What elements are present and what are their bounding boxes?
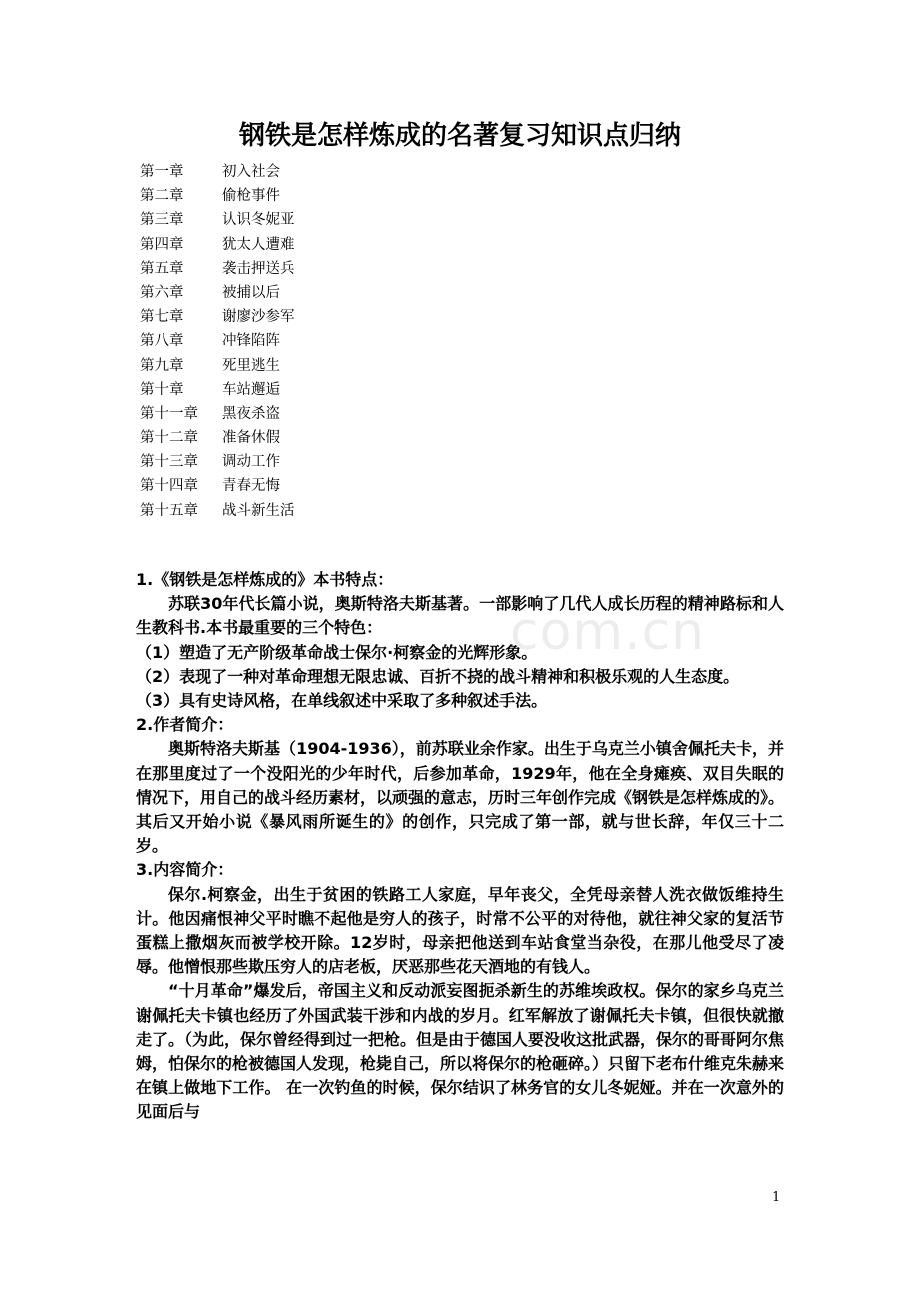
chapter-number: 第十四章 [140, 478, 198, 495]
chapter-name: 谢廖沙参军 [222, 309, 295, 326]
body-paragraph: “十月革命”爆发后，帝国主义和反动派妄图扼杀新生的苏维埃政权。保尔的家乡乌克兰谢佩托夫卡镇也经历了外国武装干涉和内战的岁月。红军解放了谢佩托夫卡镇，但很快就撤走了。（为此，保尔曾经得到过一把枪。但是由于德国人要没收这批武器，保尔的哥哥阿尔焦姆，怕保尔的枪被德国人发现，枪毙自己，所以将保尔的枪砸碎。）只留下老布什维克朱赫来在镇上做地下工作。 在一次钓鱼的时候，保尔结识了林务官的女儿冬妮娅。并在一次意外的见面后与 [136, 981, 785, 1122]
chapter-item [140, 426, 295, 450]
chapter-number: 第五章 [140, 260, 184, 277]
chapter-name: 被捕以后 [222, 284, 280, 301]
chapter-list [140, 160, 295, 523]
chapter-number: 第十一章 [140, 405, 198, 422]
chapter-item [140, 474, 295, 498]
chapter-number: 第十三章 [140, 454, 198, 471]
chapter-name: 死里逃生 [222, 357, 280, 374]
chapter-item [140, 184, 295, 208]
chapter-name: 调动工作 [222, 454, 280, 471]
chapter-item [140, 378, 295, 402]
chapter-item [140, 354, 295, 378]
chapter-item [140, 499, 295, 523]
chapter-number: 第八章 [140, 333, 184, 350]
chapter-name: 偷枪事件 [222, 188, 280, 205]
body-paragraph: 苏联30年代长篇小说，奥斯特洛夫斯基著。一部影响了几代人成长历程的精神路标和人生教科书.本书最重要的三个特色： [136, 594, 784, 638]
watermark-text: com.cn [510, 602, 706, 662]
chapter-name: 犹太人遭难 [222, 236, 295, 253]
body-paragraph: 奥斯特洛夫斯基（1904-1936），前苏联业余作家。出生于乌克兰小镇舍佩托夫卡，并在那里度过了一个没阳光的少年时代，后参加革命，1929年，他在全身瘫痪、双目失眠的情况下，用自己的战斗经历素材，以顽强的意志，历时三年创作完成《钢铁是怎样炼成的》。其后又开始小说《暴风雨所诞生的》的创作，只完成了第一部，就与世长辞，年仅三十二岁。 [136, 739, 785, 856]
chapter-number: 第九章 [140, 357, 184, 374]
section-heading: 1.《钢铁是怎样炼成的》本书特点： [136, 570, 394, 589]
chapter-name: 黑夜杀盗 [222, 405, 280, 422]
chapter-name: 战斗新生活 [222, 502, 295, 519]
document-body [136, 568, 784, 1125]
chapter-name: 初入社会 [222, 164, 280, 180]
chapter-number: 第六章 [140, 284, 184, 301]
chapter-number: 第十五章 [140, 502, 198, 519]
chapter-number: 第十二章 [140, 430, 198, 447]
chapter-item [140, 450, 295, 474]
chapter-item [140, 257, 295, 281]
feature-item: （3）具有史诗风格，在单线叙述中采取了多种叙述手法。 [136, 691, 548, 711]
chapter-item [140, 233, 295, 257]
chapter-number: 第四章 [140, 236, 184, 253]
chapter-name: 认识冬妮亚 [222, 212, 295, 229]
section-heading: 3.内容简介： [136, 860, 234, 880]
chapter-name: 冲锋陷阵 [222, 333, 280, 350]
chapter-item [140, 160, 295, 184]
chapter-name: 车站邂逅 [222, 381, 280, 398]
chapter-number: 第二章 [140, 188, 184, 205]
chapter-name: 袭击押送兵 [222, 260, 295, 277]
body-paragraph: 保尔.柯察金，出生于贫困的铁路工人家庭，早年丧父，全凭母亲替人洗衣做饭维持生计。他因痛恨神父平时瞧不起他是穷人的孩子，时常不公平的对待他，就往神父家的复活节蛋糕上撒烟灰而被学校开除。12岁时，母亲把他送到车站食堂当杂役，在那儿他受尽了凌辱。他憎恨那些欺压穷人的店老板，厌恶那些花天酒地的有钱人。 [136, 884, 784, 977]
chapter-item [140, 281, 295, 305]
chapter-item [140, 208, 295, 232]
feature-item: （1）塑造了无产阶级革命战士保尔·柯察金的光辉形象。 [136, 642, 538, 662]
page-number: 1 [772, 1190, 781, 1205]
document-title: 钢铁是怎样炼成的名著复习知识点归纳 [238, 121, 681, 151]
chapter-item [140, 305, 295, 329]
chapter-name: 准备休假 [222, 430, 280, 447]
section-heading: 2.作者简介： [136, 715, 234, 735]
chapter-name: 青春无悔 [222, 478, 280, 495]
chapter-item [140, 402, 295, 426]
chapter-item [140, 329, 295, 353]
chapter-number: 第七章 [140, 309, 184, 326]
chapter-number: 第十章 [140, 381, 184, 398]
chapter-number: 第一章 [140, 164, 184, 180]
chapter-number: 第三章 [140, 212, 184, 229]
feature-item: （2）表现了一种对革命理想无限忠诚、百折不挠的战斗精神和积极乐观的人生态度。 [136, 666, 740, 686]
